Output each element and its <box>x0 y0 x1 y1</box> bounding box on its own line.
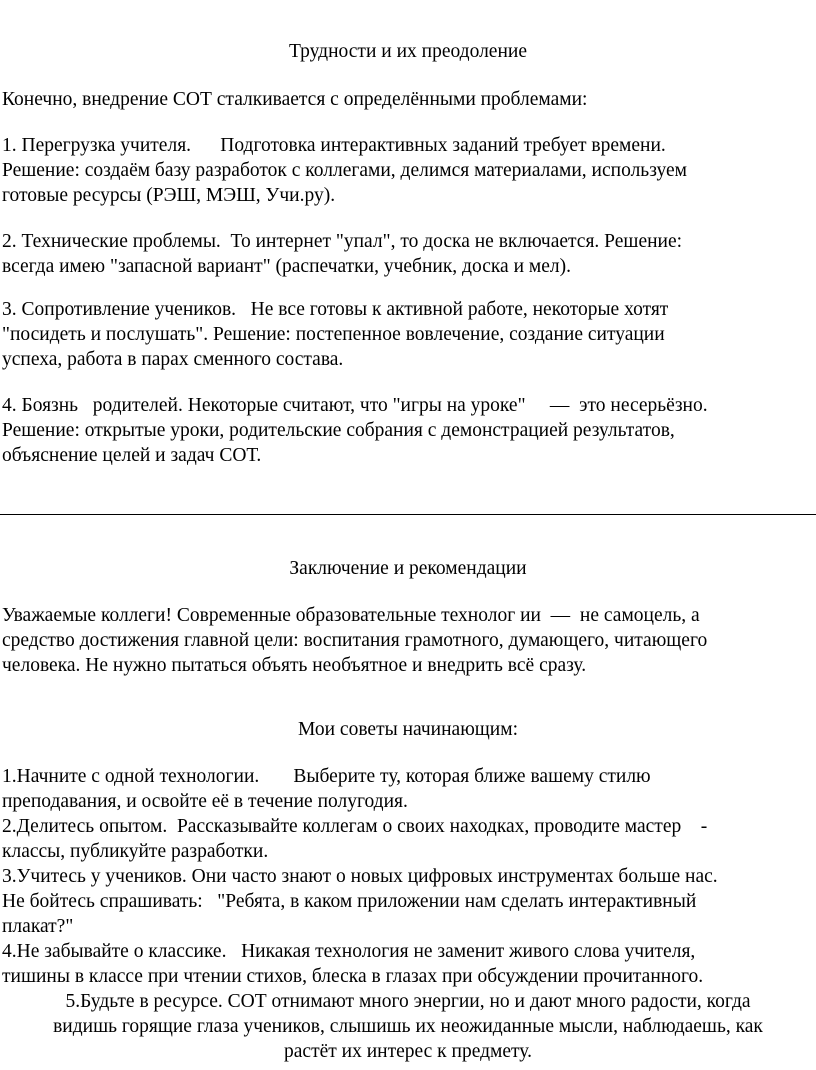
tips-title: Мои советы начинающим: <box>298 719 518 740</box>
tip-item-2: 2.Делитесь опытом. Рассказывайте коллегам о своих находках, проводите мастер - классы, публикуйте разработки. <box>2 816 708 862</box>
tip-item-3: 3.Учитесь у учеников. Они часто знают о новых цифровых инструментах больше нас. Не бойтесь спрашивать: "Ребята, в каком приложении нам сделать интерактивный плакат?" <box>2 866 718 937</box>
section-intro <box>2 87 816 112</box>
difficulty-item-4: 4. Боязнь родителей. Некоторые считают, что "игры на уроке" — это несерьёзно. Решение: открытые уроки, родительские собрания с демонстрацией результатов, объяснение целей и задач СОТ. <box>2 395 708 466</box>
conclusion-paragraph: Уважаемые коллеги! Современные образовательные технолог ии — не самоцель, а средство достижения главной цели: воспитания грамотного, думающего, читающего человека. Не нужно пытаться объять необъятное и внедрить всё сразу. <box>2 605 708 676</box>
difficulty-item-2: 2. Технические проблемы. То интернет "упал", то доска не включается. Решение: всегда имею "запасной вариант" (распечатки, учебник, доска и мел). <box>2 231 683 277</box>
difficulty-item-1: 1. Перегрузка учителя. Подготовка интерактивных заданий требует времени. Решение: создаём базу разработок с коллегами, делимся материалами, используем готовые ресурсы (РЭШ, МЭШ, Учи.ру). <box>2 135 687 206</box>
tip-item-5: 5.Будьте в ресурсе. СОТ отнимают много энергии, но и дают много радости, когда видишь горящие глаза учеников, слышишь их неожиданные мысли, наблюдаешь, как растёт их интерес к предмету. <box>53 991 763 1062</box>
intro-line: Конечно, внедрение СОТ сталкивается с определёнными проблемами: <box>2 89 588 110</box>
difficulty-item-3: 3. Сопротивление учеников. Не все готовы к активной работе, некоторые хотят "посидеть и послушать". Решение: постепенное вовлечение, создание ситуации успеха, работа в парах сменного состава. <box>2 299 669 370</box>
tip-item-1: 1.Начните с одной технологии. Выберите ту, которая ближе вашему стилю преподавания, и освойте её в течение полугодия. <box>2 766 651 812</box>
section-divider <box>0 514 816 515</box>
tip-item-4: 4.Не забывайте о классике. Никакая технология не заменит живого слова учителя, тишины в классе при чтении стихов, блеска в глазах при обсуждении прочитанного. <box>2 941 704 987</box>
section-title-difficulties: Трудности и их преодоление <box>289 41 527 62</box>
section-title-conclusion: Заключение и рекомендации <box>289 558 527 579</box>
